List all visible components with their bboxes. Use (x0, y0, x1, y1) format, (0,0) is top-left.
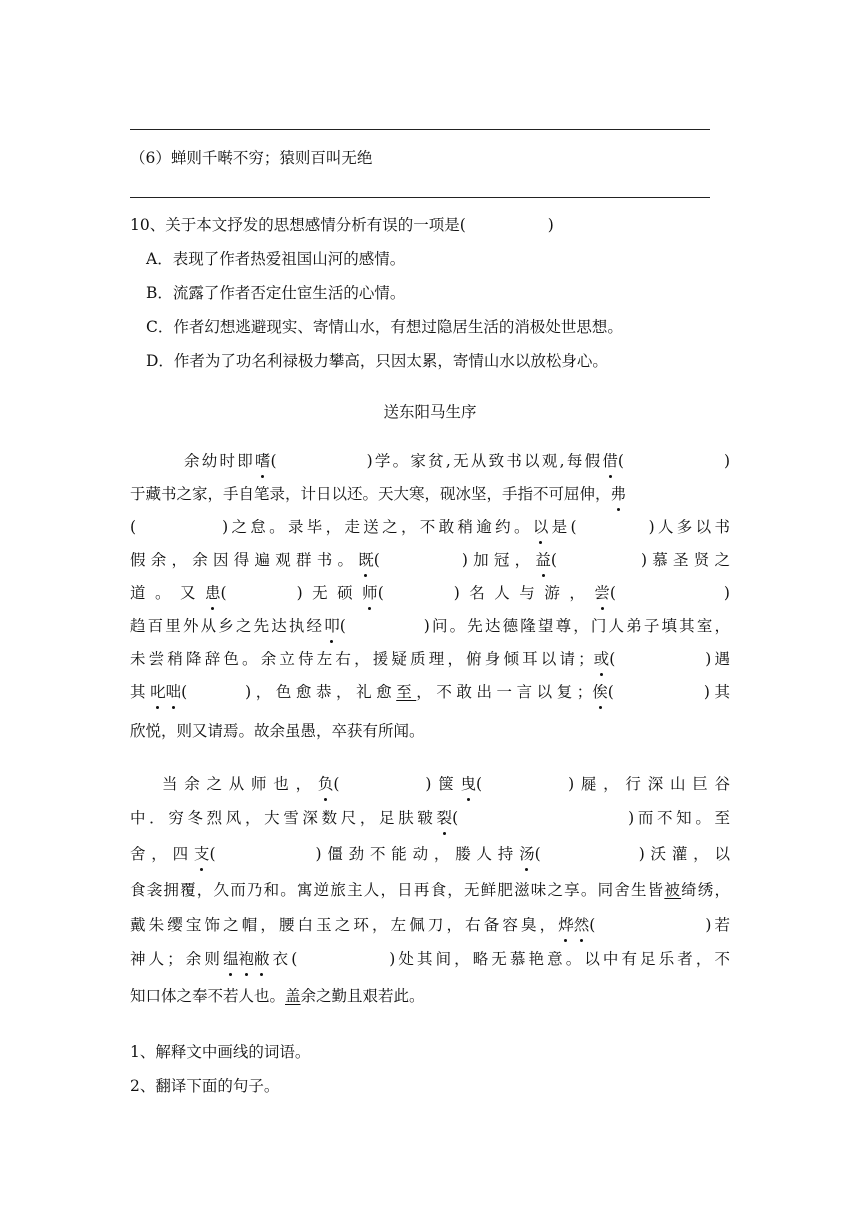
p1-line-1: 余幼时即嗜( )学。家贫,无从致书以观,每假借( ) (130, 449, 730, 471)
p2-line-4: 食衾拥覆，久而乃和。寓逆旅主人，日再食，无鲜肥滋味之享。同舍生皆被绮绣， (130, 881, 730, 899)
p1-line-2: 于藏书之家，手自笔录，计日以还。天大寒，砚冰坚，手指不可屈伸，弗 (130, 482, 730, 504)
q10-option-a: A．表现了作者热爱祖国山河的感情。 (146, 250, 406, 268)
p1-line-6: 趋百里外从乡之先达执经叩( )问。先达德隆望尊，门人弟子填其室， (130, 614, 730, 636)
q10-stem: 10、关于本文抒发的思想感情分析有误的一项是( ) (130, 216, 554, 234)
p2-line-5: 戴朱缨宝饰之帽，腰白玉之环，左佩刀，右备容臭，烨然( )若 (130, 913, 730, 935)
passage-title: 送东阳马生序 (383, 403, 477, 421)
p2-line-1: 当余之从师也，负( )箧曳( )屣，行深山巨谷 (130, 772, 730, 794)
p1-line-8: 其叱咄( )，色愈恭，礼愈至，不敢出一言以复；俟( )其 (130, 680, 730, 702)
q10-option-c: C．作者幻想逃避现实、寄情山水，有想过隐居生活的消极处世思想。 (146, 318, 623, 336)
answer-line-2 (130, 197, 710, 198)
question-1: 1、解释文中画线的词语。 (130, 1043, 311, 1061)
q10-option-d: D．作者为了功名利禄极力攀高，只因太累，寄情山水以放松身心。 (146, 352, 608, 370)
p1-line-9: 欣悦，则又请焉。故余虽愚，卒获有所闻。 (130, 722, 425, 740)
question-2: 2、翻译下面的句子。 (130, 1077, 280, 1095)
p1-line-5: 道。又患( )无硕师( )名人与游，尝( ) (130, 581, 730, 603)
p1-line-7: 未尝稍降辞色。余立侍左右，援疑质理，俯身倾耳以请；或( )遇 (130, 647, 730, 669)
p1-line-3: ( )之怠。录毕，走送之，不敢稍逾约。以是( )人多以书 (130, 515, 730, 537)
answer-line-1 (130, 129, 710, 130)
p2-line-7: 知口体之奉不若人也。盖余之勤且艰若此。 (130, 987, 425, 1005)
q10-option-b: B．流露了作者否定仕宦生活的心情。 (146, 284, 406, 302)
item-6: （6）蝉则千啭不穷；猿则百叫无绝 (130, 149, 373, 167)
p2-line-3: 舍，四支( )僵劲不能动，媵人持汤( )沃灌，以 (130, 842, 730, 864)
p2-line-2: 中．穷冬烈风，大雪深数尺，足肤皲裂( )而不知。至 (130, 806, 730, 828)
p1-line-4: 假余，余因得遍观群书。既( )加冠，益( )慕圣贤之 (130, 548, 730, 570)
p2-line-6: 神人；余则缊袍敝衣( )处其间，略无慕艳意。以中有足乐者，不 (130, 947, 730, 969)
